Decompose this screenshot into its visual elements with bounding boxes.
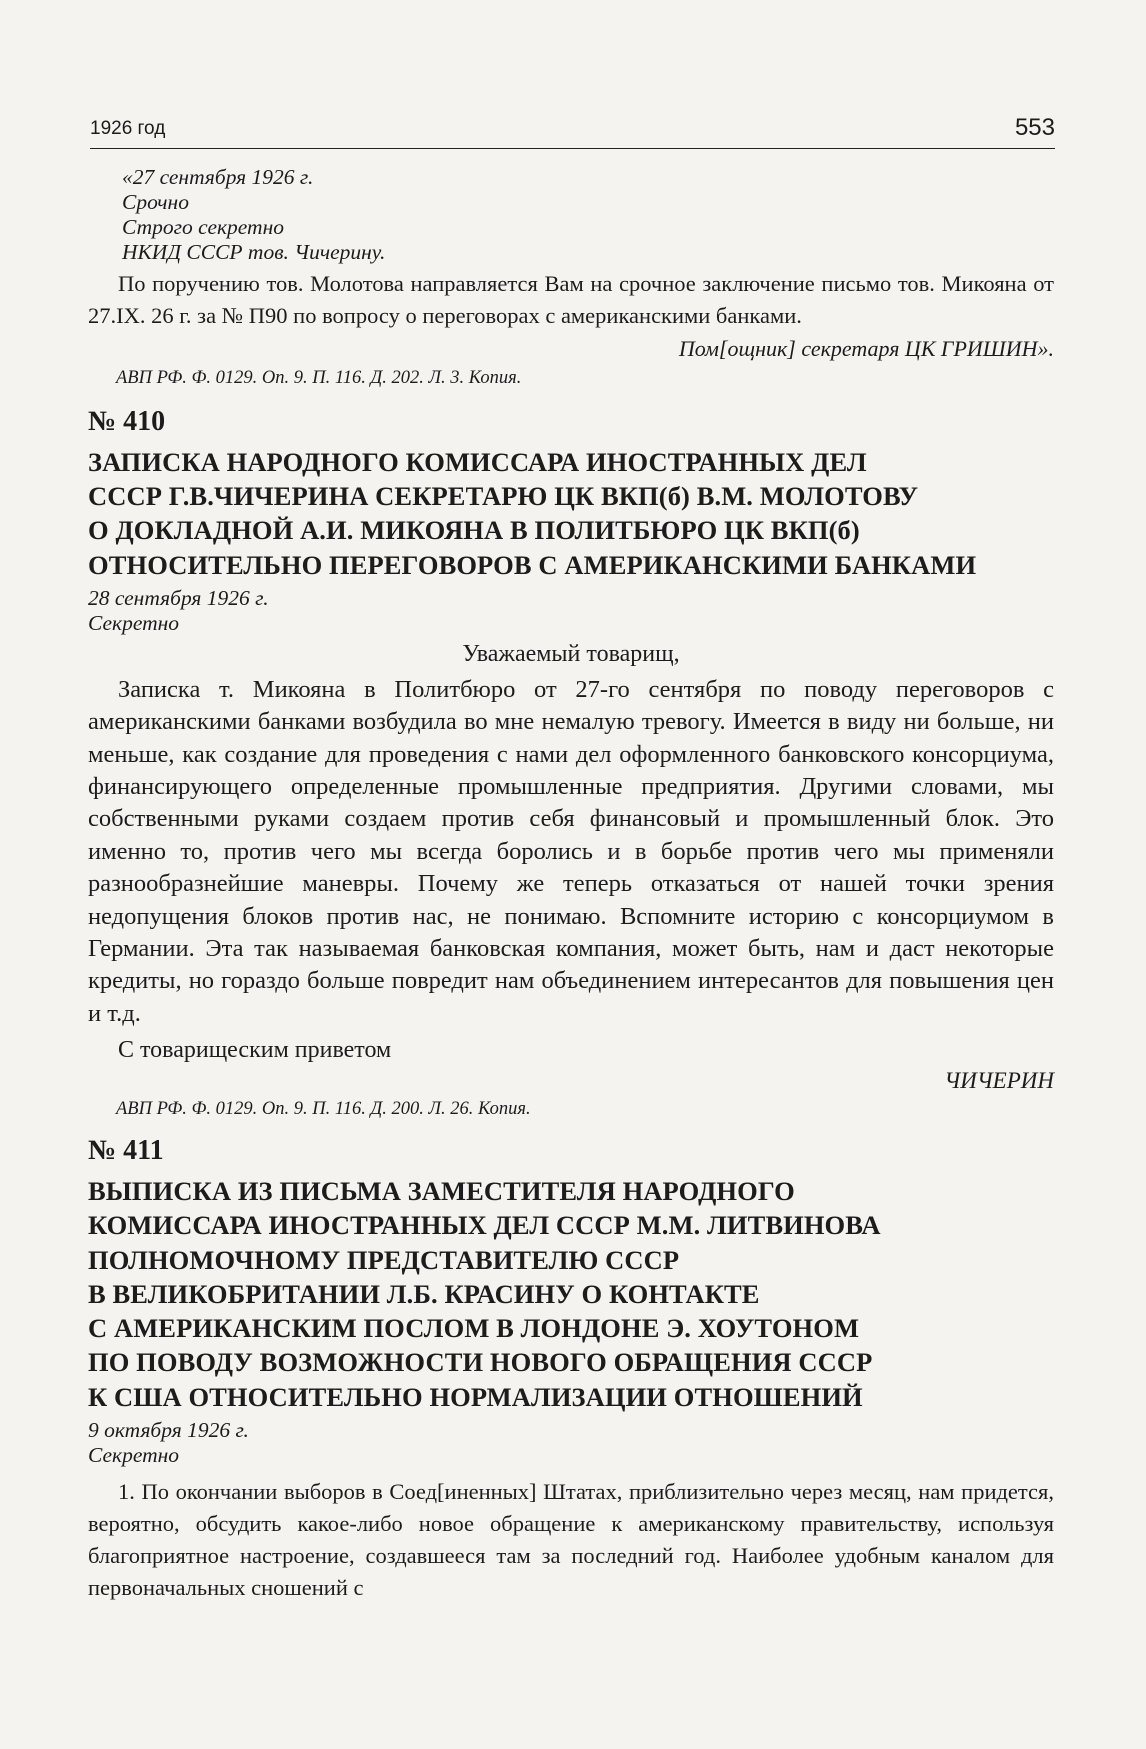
title-line: ПО ПОВОДУ ВОЗМОЖНОСТИ НОВОГО ОБРАЩЕНИЯ СССР [88, 1347, 873, 1378]
document-date: 28 сентября 1926 г. [88, 585, 269, 610]
title-line: ЗАПИСКА НАРОДНОГО КОМИССАРА ИНОСТРАННЫХ ДЕЛ [88, 447, 867, 477]
urgency-mark: Срочно [122, 190, 189, 214]
cover-note-signer: Пом[ощник] секретаря ЦК ГРИШИН». [678, 336, 1054, 361]
document-body: Записка т. Микояна в Политбюро от 27-го сентября по поводу переговоров с американскими банками возбудила во мне немалую тревогу. Имеется в виду ни больше, ни меньше, как создание для проведения с нами дел оформленного банковского консорциума, финансирующего определенные промышленные предприятия. Другими словами, мы собственными руками создаем против себя финансовый и промышленный блок. Это именно то, против чего мы всегда боролись и в борьбе против чего мы применяли разнообразнейшие маневры. Почему же теперь отказаться от нашей точки зрения недопущения блоков против нас, не понимаю. Вспомните историю с консорциумом в Германии. Эта так называемая банковская компания, может быть, нам и даст некоторые кредиты, но гораздо больше повредит нам объединением интересантов для повышения цен и т.д. [88, 675, 1054, 1027]
document-title [88, 445, 1054, 582]
title-line: ВЫПИСКА ИЗ ПИСЬМА ЗАМЕСТИТЕЛЯ НАРОДНОГО [88, 1176, 795, 1207]
page-number: 553 [1014, 114, 1055, 141]
signature: ЧИЧЕРИН [944, 1068, 1054, 1094]
addressee: НКИД СССР тов. Чичерину. [122, 240, 386, 264]
title-line: О ДОКЛАДНОЙ А.И. МИКОЯНА В ПОЛИТБЮРО ЦК ВКП(б) [88, 515, 860, 546]
document-number: № 411 [88, 1135, 164, 1167]
closing: С товарищеским приветом [118, 1037, 392, 1064]
running-header [90, 114, 1055, 149]
previous-document-ending [122, 165, 1054, 265]
title-line: С АМЕРИКАНСКИМ ПОСЛОМ В ЛОНДОНЕ Э. ХОУТОНОМ [88, 1313, 860, 1344]
document-body: 1. По окончании выборов в Соед[иненных] Штатах, приблизительно через месяц, нам придется, вероятно, обсудить какое-либо новое обращение к американскому правительству, используя благоприятное настроение, создавшееся там за последний год. Наиболее удобным каналом для первоначальных сношений с [88, 1478, 1054, 1600]
secrecy-mark: Секретно [88, 1442, 180, 1467]
title-line: КОМИССАРА ИНОСТРАННЫХ ДЕЛ СССР М.М. ЛИТВИНОВА [88, 1210, 881, 1241]
title-line: ОТНОСИТЕЛЬНО ПЕРЕГОВОРОВ С АМЕРИКАНСКИМИ БАНКАМИ [88, 549, 977, 580]
document-number: № 410 [88, 406, 166, 437]
document-411 [88, 1134, 1054, 1603]
title-line: ПОЛНОМОЧНОМУ ПРЕДСТАВИТЕЛЮ СССР [88, 1244, 680, 1275]
title-line: К США ОТНОСИТЕЛЬНО НОРМАЛИЗАЦИИ ОТНОШЕНИЙ [88, 1381, 863, 1412]
title-line: В ВЕЛИКОБРИТАНИИ Л.Б. КРАСИНУ О КОНТАКТЕ [88, 1278, 760, 1309]
greeting: Уважаемый товарищ, [462, 640, 680, 667]
cover-note-body: По поручению тов. Молотова направляется Вам на срочное заключение письмо тов. Микояна от 27.IX. 26 г. за № П90 по вопросу о переговорах с американскими банками. [88, 271, 1054, 328]
letter-date: «27 сентября 1926 г. [122, 165, 314, 189]
archive-reference: АВП РФ. Ф. 0129. Оп. 9. П. 116. Д. 200. Л. 26. Копия. [116, 1099, 531, 1120]
document-title [88, 1174, 1054, 1413]
closing-and-signature [88, 1034, 1054, 1066]
secrecy-mark: Секретно [88, 610, 180, 635]
archive-reference: АВП РФ. Ф. 0129. Оп. 9. П. 116. Д. 202. Л. 3. Копия. [116, 368, 522, 388]
secrecy-mark: Строго секретно [122, 215, 284, 239]
document-date: 9 октября 1926 г. [88, 1417, 249, 1442]
header-year: 1926 год [90, 118, 166, 139]
document-410 [88, 405, 1054, 1122]
title-line: СССР Г.В.ЧИЧЕРИНА СЕКРЕТАРЮ ЦК ВКП(б) В.М. МОЛОТОВУ [88, 481, 919, 512]
page-content [88, 165, 1054, 1604]
